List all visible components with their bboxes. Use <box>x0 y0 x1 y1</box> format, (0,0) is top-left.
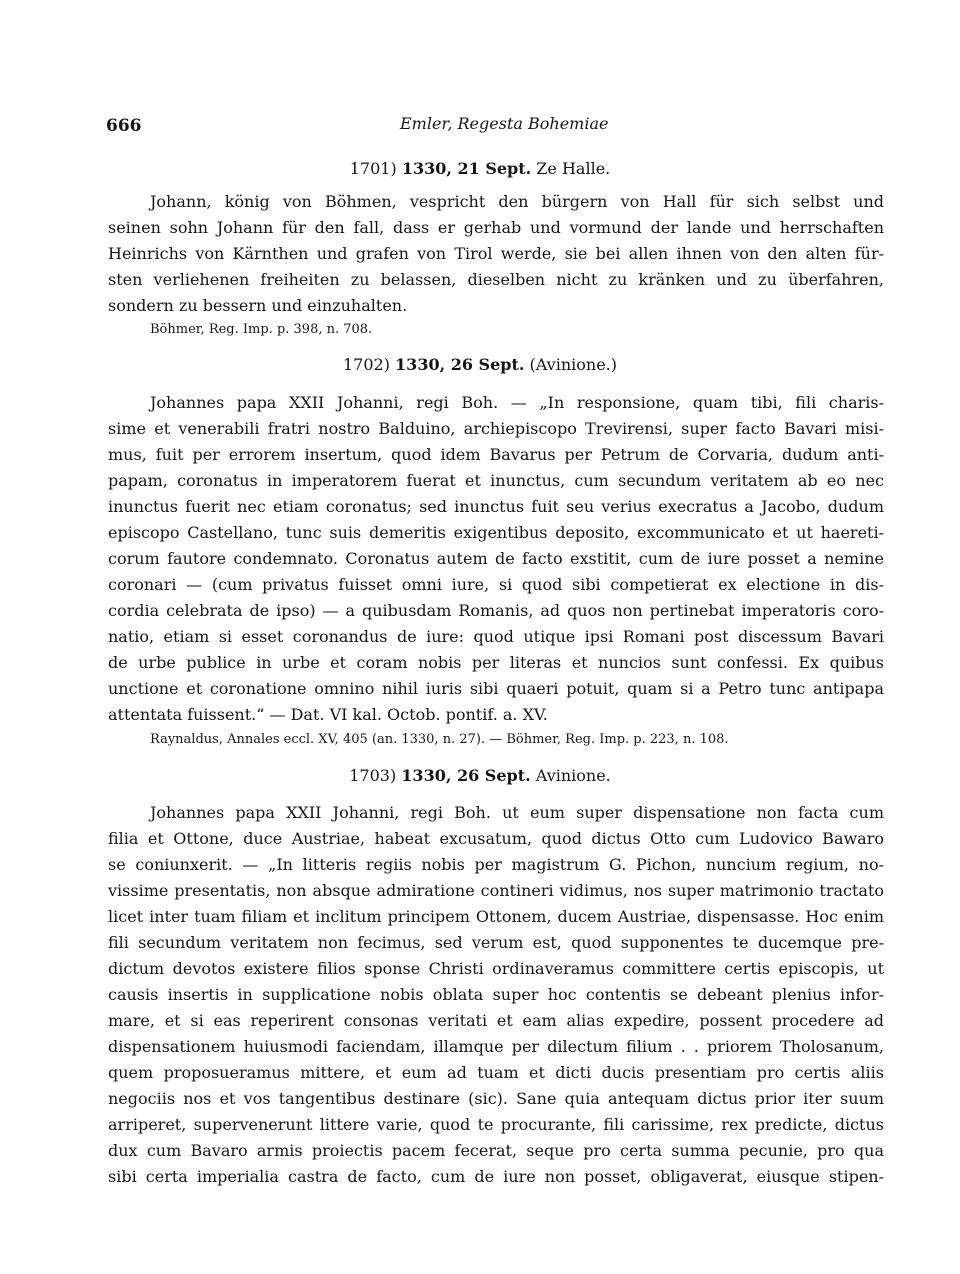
running-title: Emler, Regesta Bohemiae <box>400 114 609 133</box>
text-line: Heinrichs von Kärnthen und grafen von Tirol werde, sie bei allen ihnen von den alten für- <box>108 244 884 263</box>
entry-number: 1703) <box>349 766 397 785</box>
text-line: corum fautore condemnato. Coronatus autem de facto exstitit, cum de iure posset a nemine <box>108 549 884 568</box>
text-line: sibi certa imperialia castra de facto, cum de iure non posset, obligaverat, eiusque stipen- <box>108 1167 884 1186</box>
entry-heading <box>0 353 960 377</box>
text-line: unctione et coronatione omnino nihil iuris sibi quaeri potuit, quam si a Petro tunc antipapa <box>108 679 884 698</box>
text-line: Johannes papa XXII Johanni, regi Boh. ut eum super dispensatione non facta cum <box>150 803 884 822</box>
text-line: seinen sohn Johann für den fall, dass er gerhab und vormund der lande und herrschaften <box>108 218 884 237</box>
entry-place: (Avinione.) <box>529 355 617 374</box>
text-line: de urbe publice in urbe et coram nobis per literas et nuncios sunt confessi. Ex quibus <box>108 653 884 672</box>
text-line: licet inter tuam filiam et inclitum principem Ottonem, ducem Austriae, dispensasse. Hoc enim <box>108 907 884 926</box>
page-number: 666 <box>106 116 142 136</box>
text-line: dictum devotos existere filios sponse Christi ordinaveramus committere certis episcopis, ut <box>108 959 884 978</box>
text-line: attentata fuissent.“ — Dat. VI kal. Octob. pontif. a. XV. <box>108 705 548 724</box>
text-line: sten verliehenen freiheiten zu belassen, dieselben nicht zu kränken und zu überfahren, <box>108 270 884 289</box>
entry-heading <box>0 157 960 181</box>
text-line: sime et venerabili fratri nostro Balduino, archiepiscopo Trevirensi, super facto Bavari misi- <box>108 419 884 438</box>
text-line: Johannes papa XXII Johanni, regi Boh. — „In responsione, quam tibi, fili charis- <box>150 393 884 412</box>
text-line: inunctus fuerit nec etiam coronatus; sed inunctus fuit seu verius execratus a Jacobo, dudum <box>108 497 884 516</box>
text-line: dux cum Bavaro armis proiectis pacem fecerat, seque pro certa summa pecunie, pro qua <box>108 1141 884 1160</box>
entry-date: 1330, 21 Sept. <box>401 159 532 178</box>
text-line: cordia celebrata de ipso) — a quibusdam Romanis, ad quos non pertinebat imperatoris coro- <box>108 601 884 620</box>
text-line: fili secundum veritatem non fecimus, sed verum est, quod supponentes te ducemque pre- <box>108 933 884 952</box>
entry-date: 1330, 26 Sept. <box>401 766 531 785</box>
entry-heading <box>0 764 960 788</box>
text-line: negociis nos et vos tangentibus destinare (sic). Sane quia antequam dictus prior iter suum <box>108 1089 884 1108</box>
text-line: arriperet, supervenerunt littere varie, quod te procurante, fili carissime, rex predicte, dictus <box>108 1115 884 1134</box>
text-line: episcopo Castellano, tunc suis demeritis exigentibus deposito, excommunicato et ut haereti- <box>108 523 884 542</box>
text-line: dispensationem huiusmodi faciendam, illamque per dilectum filium . . priorem Tholosanum, <box>108 1037 884 1056</box>
text-line: papam, coronatus in imperatorem fuerat et inunctus, cum secundum veritatem ab eo nec <box>108 471 884 490</box>
text-line: natio, etiam si esset coronandus de iure: quod utique ipsi Romani post discessum Bavari <box>108 627 884 646</box>
text-line: causis insertis in supplicatione nobis oblata super hoc contentis se debeant plenius infor- <box>108 985 884 1004</box>
text-line: filia et Ottone, duce Austriae, habeat excusatum, quod dictus Otto cum Ludovico Bawaro <box>108 829 884 848</box>
entry-date: 1330, 26 Sept. <box>395 355 525 374</box>
text-line: mare, et si eas reperirent consonas veritati et eam alias expedire, possent procedere ad <box>108 1011 884 1030</box>
text-line: vissime presentatis, non absque admiratione contineri vidimus, nos super matrimonio tractato <box>108 881 884 900</box>
reference-note: Raynaldus, Annales eccl. XV, 405 (an. 1330, n. 27). — Böhmer, Reg. Imp. p. 223, n. 108. <box>150 732 729 747</box>
entry-place: Avinione. <box>535 766 611 785</box>
text-line: quem proposueramus mittere, et eum ad tuam et dicti ducis presentiam pro certis aliis <box>108 1063 884 1082</box>
reference-note: Böhmer, Reg. Imp. p. 398, n. 708. <box>150 322 373 337</box>
text-line: Johann, könig von Böhmen, vespricht den bürgern von Hall für sich selbst und <box>150 192 884 211</box>
text-line: sondern zu bessern und einzuhalten. <box>108 296 408 315</box>
text-line: se coniunxerit. — „In litteris regiis nobis per magistrum G. Pichon, nuncium regium, no- <box>108 855 884 874</box>
entry-number: 1702) <box>342 355 390 374</box>
text-line: coronari — (cum privatus fuisset omni iure, si quod sibi competierat ex electione in dis- <box>108 575 884 594</box>
entry-place: Ze Halle. <box>536 159 611 178</box>
entry-number: 1701) <box>349 159 397 178</box>
text-line: mus, fuit per errorem insertum, quod idem Bavarus per Petrum de Corvaria, dudum anti- <box>108 445 884 464</box>
